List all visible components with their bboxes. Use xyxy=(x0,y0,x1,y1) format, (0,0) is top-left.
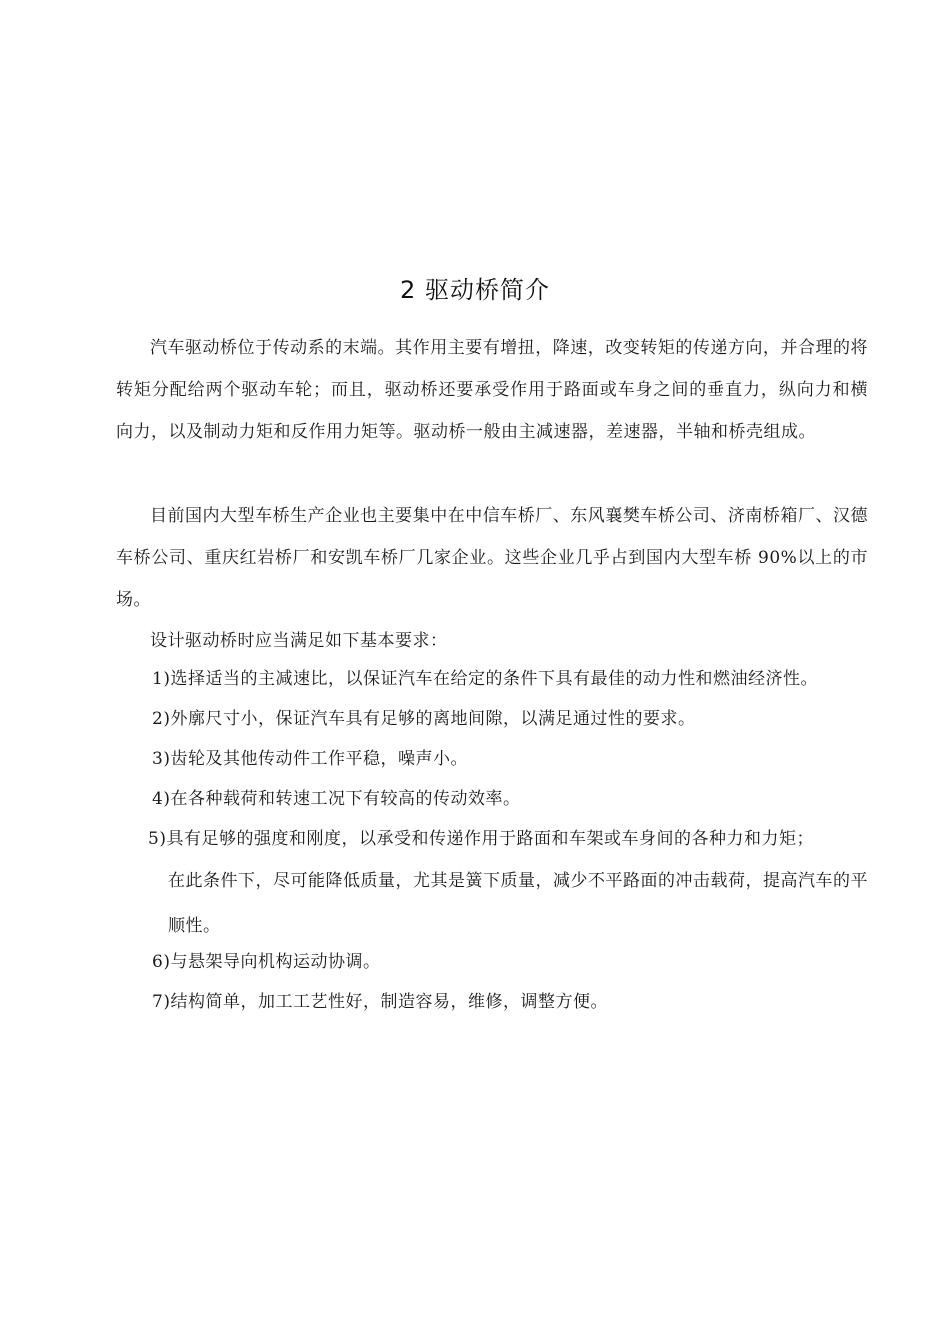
paragraph-manufacturers: 目前国内大型车桥生产企业也主要集中在中信车桥厂、东风襄樊车桥公司、济南桥箱厂、汉德车桥公司、重庆红岩桥厂和安凯车桥厂几家企业。这些企业几乎占到国内大型车桥 90%以上的市场。 xyxy=(116,506,868,610)
section-title: 2 驱动桥简介 xyxy=(400,276,550,304)
requirement-item-3: 3)齿轮及其他传动件工作平稳，噪声小。 xyxy=(152,749,468,769)
paragraph-function: 汽车驱动桥位于传动系的末端。其作用主要有增扭，降速，改变转矩的传递方向，并合理的将转矩分配给两个驱动车轮；而且，驱动桥还要承受作用于路面或车身之间的垂直力，纵向力和横向力，以及制动力矩和反作用力矩等。驱动桥一般由主减速器，差速器，半轴和桥壳组成。 xyxy=(116,338,868,442)
requirement-item-4: 4)在各种载荷和转速工况下有较高的传动效率。 xyxy=(152,789,521,809)
requirement-item-2: 2)外廓尺寸小，保证汽车具有足够的离地间隙，以满足通过性的要求。 xyxy=(152,709,696,729)
requirement-item-1: 1)选择适当的主减速比，以保证汽车在给定的条件下具有最佳的动力性和燃油经济性。 xyxy=(152,669,818,689)
requirement-item-6: 6)与悬架导向机构运动协调。 xyxy=(152,952,381,972)
requirement-item-5-continuation: 在此条件下，尽可能降低质量，尤其是簧下质量，减少不平路面的冲击载荷，提高汽车的平顺性。 xyxy=(168,871,868,936)
requirement-item-7: 7)结构简单，加工工艺性好，制造容易，维修，调整方便。 xyxy=(152,992,608,1012)
paragraph-requirements-intro: 设计驱动桥时应当满足如下基本要求： xyxy=(150,631,448,651)
requirement-item-5: 5)具有足够的强度和刚度，以承受和传递作用于路面和车架或车身间的各种力和力矩； xyxy=(148,829,814,849)
